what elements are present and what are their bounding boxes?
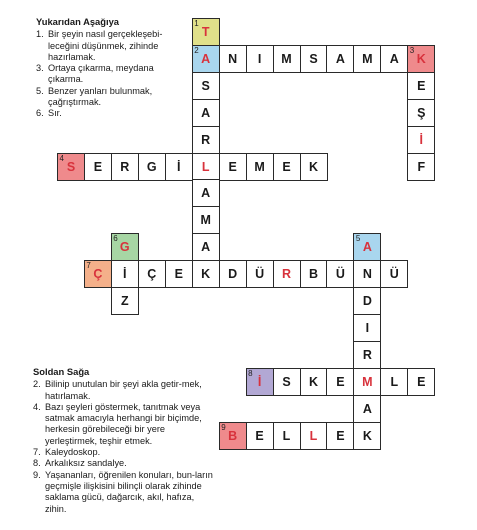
cell-number: 6 bbox=[113, 234, 118, 244]
cell-letter: N bbox=[228, 51, 238, 66]
crossword-cell[interactable] bbox=[380, 368, 408, 396]
cell-letter: M bbox=[362, 51, 373, 66]
cell-letter: İ bbox=[123, 267, 127, 282]
crossword-cell[interactable] bbox=[246, 153, 274, 181]
clue-item: 4. Bazı şeyleri göstermek, tanıtmak veya satmak amacıyla herhangi bir biçimde, herkesin görebileceği bir yere yerleştirmek, teşhir etmek. bbox=[33, 401, 202, 446]
crossword-cell-numbered[interactable] bbox=[353, 233, 381, 261]
crossword-cell[interactable] bbox=[111, 153, 139, 181]
cell-letter: B bbox=[228, 428, 238, 443]
crossword-cell[interactable] bbox=[138, 153, 166, 181]
crossword-cell[interactable] bbox=[192, 153, 220, 181]
crossword-cell-numbered[interactable] bbox=[192, 45, 220, 73]
crossword-cell[interactable] bbox=[219, 45, 247, 73]
crossword-cell[interactable] bbox=[380, 260, 408, 288]
down-clues bbox=[36, 16, 178, 120]
crossword-cell[interactable] bbox=[273, 45, 301, 73]
crossword-cell[interactable] bbox=[273, 153, 301, 181]
crossword-cell[interactable] bbox=[300, 153, 328, 181]
cell-letter: N bbox=[362, 267, 372, 282]
cell-letter: K bbox=[201, 267, 211, 282]
crossword-cell[interactable] bbox=[353, 341, 381, 369]
crossword-cell[interactable] bbox=[326, 368, 354, 396]
crossword-cell[interactable] bbox=[407, 153, 435, 181]
cell-letter: Ç bbox=[93, 267, 103, 282]
cell-letter: I bbox=[365, 320, 370, 335]
across-clues-title: Soldan Sağa bbox=[33, 366, 90, 377]
crossword-cell[interactable] bbox=[192, 179, 220, 207]
crossword-cell-numbered[interactable] bbox=[246, 368, 274, 396]
cell-letter: F bbox=[417, 159, 426, 174]
cell-letter: M bbox=[254, 159, 265, 174]
clue-item: 6. Sır. bbox=[36, 108, 62, 119]
cell-letter: E bbox=[174, 267, 183, 282]
crossword-cell[interactable] bbox=[138, 260, 166, 288]
cell-letter: İ bbox=[257, 374, 262, 389]
cell-letter: M bbox=[200, 213, 211, 228]
cell-letter: E bbox=[417, 374, 426, 389]
crossword-cell[interactable] bbox=[326, 422, 354, 450]
crossword-cell[interactable] bbox=[192, 72, 220, 100]
cell-letter: E bbox=[282, 159, 291, 174]
cell-letter: A bbox=[362, 401, 372, 416]
cell-letter: K bbox=[362, 428, 372, 443]
cell-letter: E bbox=[255, 428, 264, 443]
crossword-cell[interactable] bbox=[192, 99, 220, 127]
crossword-cell[interactable] bbox=[273, 422, 301, 450]
across-clues bbox=[33, 366, 213, 515]
crossword-cell[interactable] bbox=[407, 126, 435, 154]
cell-letter: I bbox=[257, 51, 262, 66]
cell-letter: G bbox=[119, 240, 130, 255]
crossword-cell[interactable] bbox=[407, 72, 435, 100]
crossword-cell[interactable] bbox=[192, 260, 220, 288]
cell-letter: A bbox=[201, 240, 211, 255]
clue-item: 3. Ortaya çıkarma, meydana çıkarma. bbox=[36, 63, 154, 85]
crossword-cell[interactable] bbox=[246, 45, 274, 73]
cell-letter: A bbox=[201, 186, 211, 201]
cell-number: 4 bbox=[59, 153, 64, 163]
cell-letter: K bbox=[308, 159, 319, 174]
crossword-cell[interactable] bbox=[326, 45, 354, 73]
cell-letter: Ş bbox=[417, 105, 426, 120]
cell-letter: L bbox=[282, 428, 291, 443]
cell-letter: Ç bbox=[147, 267, 157, 282]
crossword-cell[interactable] bbox=[326, 260, 354, 288]
crossword-cell[interactable] bbox=[273, 260, 301, 288]
crossword-cell[interactable] bbox=[273, 368, 301, 396]
cell-letter: E bbox=[336, 374, 345, 389]
crossword-cell[interactable] bbox=[353, 368, 381, 396]
crossword-cell[interactable] bbox=[246, 422, 274, 450]
crossword-cell[interactable] bbox=[84, 153, 112, 181]
clue-item: 2. Bilinip unutulan bir şeyi akla getir-mek, hatırlamak. bbox=[33, 379, 202, 401]
cell-letter: D bbox=[228, 267, 238, 282]
crossword-cell-numbered[interactable] bbox=[192, 18, 220, 46]
cell-letter: A bbox=[335, 51, 345, 66]
crossword-cell[interactable] bbox=[300, 422, 328, 450]
clue-item: 9. Yaşananları, öğrenilen konuları, bun-ların geçmişle ilişkisini bilinçli olarak zihinde saklama gücü, dağarcık, akıl, hafıza, zihin. bbox=[33, 469, 213, 514]
cell-letter: İ bbox=[419, 132, 424, 147]
crossword-cell[interactable] bbox=[407, 99, 435, 127]
crossword-cell[interactable] bbox=[300, 260, 328, 288]
cell-number: 8 bbox=[248, 368, 253, 378]
crossword-cell[interactable] bbox=[407, 368, 435, 396]
crossword-cell[interactable] bbox=[192, 233, 220, 261]
cell-letter: K bbox=[416, 51, 426, 66]
cell-letter: L bbox=[309, 428, 318, 443]
crossword-cell[interactable] bbox=[111, 260, 139, 288]
cell-letter: İ bbox=[177, 159, 181, 174]
cell-number: 1 bbox=[194, 19, 199, 28]
crossword-cell[interactable] bbox=[300, 368, 328, 396]
crossword-cell[interactable] bbox=[192, 126, 220, 154]
cell-letter: T bbox=[201, 25, 210, 39]
cell-letter: K bbox=[308, 374, 319, 389]
clue-item: 1. Bir şeyin nasıl gerçekleşebi-leceğini düşünmek, zihinde hazırlamak. bbox=[36, 29, 163, 62]
cell-letter: E bbox=[417, 78, 426, 93]
cell-letter: M bbox=[362, 374, 373, 389]
clue-item: 5. Benzer yanları bulunmak, çağrıştırmak. bbox=[36, 85, 153, 108]
cell-letter: A bbox=[389, 51, 399, 66]
crossword-cell[interactable] bbox=[246, 260, 274, 288]
cell-letter: A bbox=[201, 51, 211, 66]
cell-letter: L bbox=[201, 159, 210, 174]
crossword-cell-numbered[interactable] bbox=[111, 233, 139, 261]
crossword-cell[interactable] bbox=[165, 260, 193, 288]
cell-letter: R bbox=[201, 132, 211, 147]
crossword-cell[interactable] bbox=[219, 153, 247, 181]
clue-item: 8. Arkalıksız sandalye. bbox=[33, 458, 127, 469]
cell-letter: S bbox=[66, 159, 76, 174]
crossword-cell[interactable] bbox=[219, 260, 247, 288]
crossword-cell-numbered[interactable] bbox=[84, 260, 112, 288]
cell-number: 7 bbox=[86, 261, 91, 271]
cell-letter: E bbox=[93, 159, 103, 174]
cell-letter: M bbox=[281, 51, 292, 66]
cell-number: 9 bbox=[221, 422, 226, 432]
cell-number: 3 bbox=[409, 45, 415, 55]
cell-letter: Ü bbox=[255, 267, 265, 282]
crossword-cell[interactable] bbox=[192, 206, 220, 234]
cell-letter: E bbox=[336, 428, 345, 443]
cell-letter: B bbox=[308, 267, 319, 282]
cell-letter: R bbox=[281, 267, 292, 282]
cell-letter: R bbox=[362, 347, 372, 362]
cell-letter: S bbox=[201, 78, 210, 93]
clue-item: 7. Kaleydoskop. bbox=[33, 447, 101, 458]
cell-number: 2 bbox=[194, 45, 199, 55]
cell-letter: A bbox=[201, 105, 211, 120]
cell-letter: D bbox=[362, 294, 372, 308]
cell-letter: Ü bbox=[389, 267, 399, 282]
cell-letter: S bbox=[309, 51, 318, 66]
cell-letter: S bbox=[282, 374, 291, 389]
cell-number: 5 bbox=[355, 234, 361, 244]
crossword-cell[interactable] bbox=[353, 45, 381, 73]
crossword-cell[interactable] bbox=[111, 287, 139, 315]
crossword-cell-numbered[interactable] bbox=[57, 153, 85, 181]
crossword-cell[interactable] bbox=[380, 45, 408, 73]
cell-letter: Z bbox=[120, 294, 129, 308]
cell-letter: L bbox=[390, 374, 399, 389]
crossword-cell[interactable] bbox=[353, 314, 381, 342]
crossword-cell[interactable] bbox=[353, 287, 381, 315]
down-clues-title: Yukarıdan Aşağıya bbox=[36, 16, 120, 27]
cell-letter: E bbox=[228, 159, 237, 174]
crossword-cell-numbered[interactable] bbox=[219, 422, 247, 450]
cell-letter: Ü bbox=[335, 267, 345, 282]
crossword-cell[interactable] bbox=[353, 422, 381, 450]
crossword-cell[interactable] bbox=[300, 45, 328, 73]
cell-letter: A bbox=[362, 240, 372, 255]
cell-letter: R bbox=[120, 159, 130, 174]
crossword-cell-numbered[interactable] bbox=[407, 45, 435, 73]
crossword-cell[interactable] bbox=[165, 153, 193, 181]
crossword-cell[interactable] bbox=[353, 395, 381, 423]
cell-letter: G bbox=[146, 159, 157, 174]
crossword-cell[interactable] bbox=[353, 260, 381, 288]
